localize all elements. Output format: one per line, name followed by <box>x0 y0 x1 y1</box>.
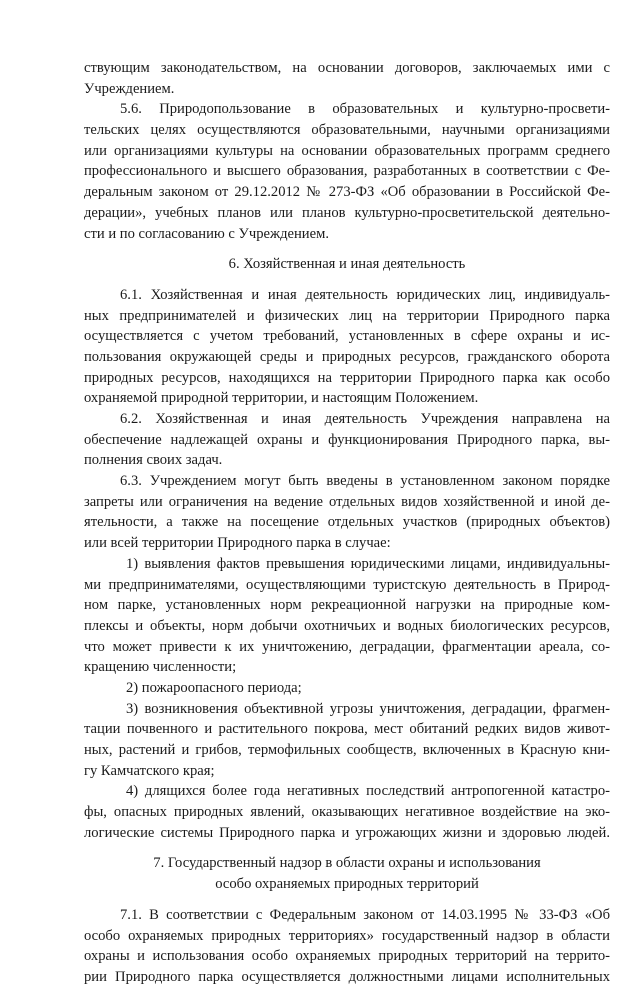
paragraph-5-6 <box>84 99 610 244</box>
text-line: ном парке, установленных норм рекреационной нагрузки на природные ком- <box>84 597 610 614</box>
text-line: деральным законом от 29.12.2012 № 273-ФЗ «Об образовании в Российской Фе- <box>84 184 610 201</box>
text-line: природных ресурсов, находящихся на территории Природного парка как особо <box>84 369 610 386</box>
text-line: плексы и объекты, норм добычи охотничьих и водных биологических ресурсов, <box>84 617 610 634</box>
text-line: 2) пожароопасного периода; <box>126 679 302 696</box>
text-line: ных предпринимателей и физических лиц на территории Природного парка <box>84 307 610 324</box>
paragraph-6-3 <box>84 471 610 554</box>
paragraph-6-2 <box>84 409 610 471</box>
text-line: сти и по согласованию с Учреждением. <box>84 225 329 242</box>
text-line: ных, растений и грибов, термофильных сообществ, включенных в Красную кни- <box>84 742 610 759</box>
text-line: ствующим законодательством, на основании договоров, заключаемых ими с <box>84 60 610 76</box>
text-line: или всей территории Природного парка в случае: <box>84 535 391 552</box>
list-item-1 <box>84 554 610 678</box>
paragraph-continuation <box>84 58 610 99</box>
text-line: гу Камчатского края; <box>84 762 215 779</box>
text-line: 6.3. Учреждением могут быть введены в установленном законом порядке <box>120 473 610 490</box>
paragraph-6-1 <box>84 285 610 409</box>
text-line: 1) выявления фактов превышения юридическими лицами, индивидуальны- <box>126 555 610 572</box>
text-line: запреты или ограничения на ведение отдельных видов хозяйственной и иной де- <box>84 493 610 510</box>
text-line: что может привести к их уничтожению, деградации, фрагментации ареала, со- <box>84 638 610 655</box>
text-line: кращению численности; <box>84 659 237 676</box>
text-line: особо охраняемых природных территориях» государственный надзор в области <box>84 927 610 944</box>
text-line: тации почвенного и растительного покрова, мест обитаний редких видов живот- <box>84 721 610 738</box>
paragraph-7-1 <box>84 905 610 988</box>
list-item-3 <box>84 699 610 782</box>
text-line: полнения своих задач. <box>84 452 223 469</box>
section-6-heading: 6. Хозяйственная и иная деятельность <box>228 256 466 273</box>
text-line: 4) длящихся более года негативных последствий антропогенной катастро- <box>126 783 610 800</box>
text-line: ми предпринимателями, осуществляющими туристскую деятельность в Природ- <box>84 576 610 593</box>
text-line: пользования окружающей среды и природных ресурсов, гражданского оборота <box>84 348 610 365</box>
text-line: фы, опасных природных явлений, оказывающих негативное воздействие на эко- <box>84 804 610 821</box>
text-line: тельских целях осуществляются образовательными, научными организациями <box>84 122 610 139</box>
text-line: осуществляется с учетом требований, установленных в сфере охраны и ис- <box>84 328 610 345</box>
text-line: рии Природного парка осуществляется должностными лицами исполнительных <box>84 968 610 985</box>
text-line: охраны и использования особо охраняемых природных территорий на террито- <box>84 948 610 965</box>
text-line: 7.1. В соответствии с Федеральным законом от 14.03.1995 № 33-ФЗ «Об <box>120 906 610 923</box>
text-line: 5.6. Природопользование в образовательных и культурно-просвети- <box>120 101 610 118</box>
section-7-heading-line-1: 7. Государственный надзор в области охраны и использования <box>153 855 541 872</box>
text-line: профессионального и высшего образования, разработанных в соответствии с Фе- <box>84 163 610 180</box>
list-item-2 <box>84 678 610 699</box>
text-line: логические системы Природного парка и угрожающих жизни и здоровью людей. <box>84 824 610 841</box>
text-line: 6.2. Хозяйственная и иная деятельность Учреждения направлена на <box>120 411 610 428</box>
list-item-4 <box>84 781 610 843</box>
text-line: или организациями культуры на основании образовательных программ среднего <box>84 142 610 159</box>
text-line: охраняемой природной территории, и настоящим Положением. <box>84 390 479 407</box>
text-line: 3) возникновения объективной угрозы уничтожения, деградации, фрагмен- <box>126 700 610 717</box>
text-line: Учреждением. <box>84 80 175 97</box>
text-line: 6.1. Хозяйственная и иная деятельность юридических лиц, индивидуаль- <box>120 286 610 303</box>
text-line: обеспечение надлежащей охраны и функционирования Природного парка, вы- <box>84 431 610 448</box>
text-line: дерации», учебных планов или планов культурно-просветительской деятельно- <box>84 204 610 221</box>
text-line: ятельности, а также на посещение отдельных участков (природных объектов) <box>84 514 610 531</box>
section-7-heading-line-2: особо охраняемых природных территорий <box>215 876 479 893</box>
